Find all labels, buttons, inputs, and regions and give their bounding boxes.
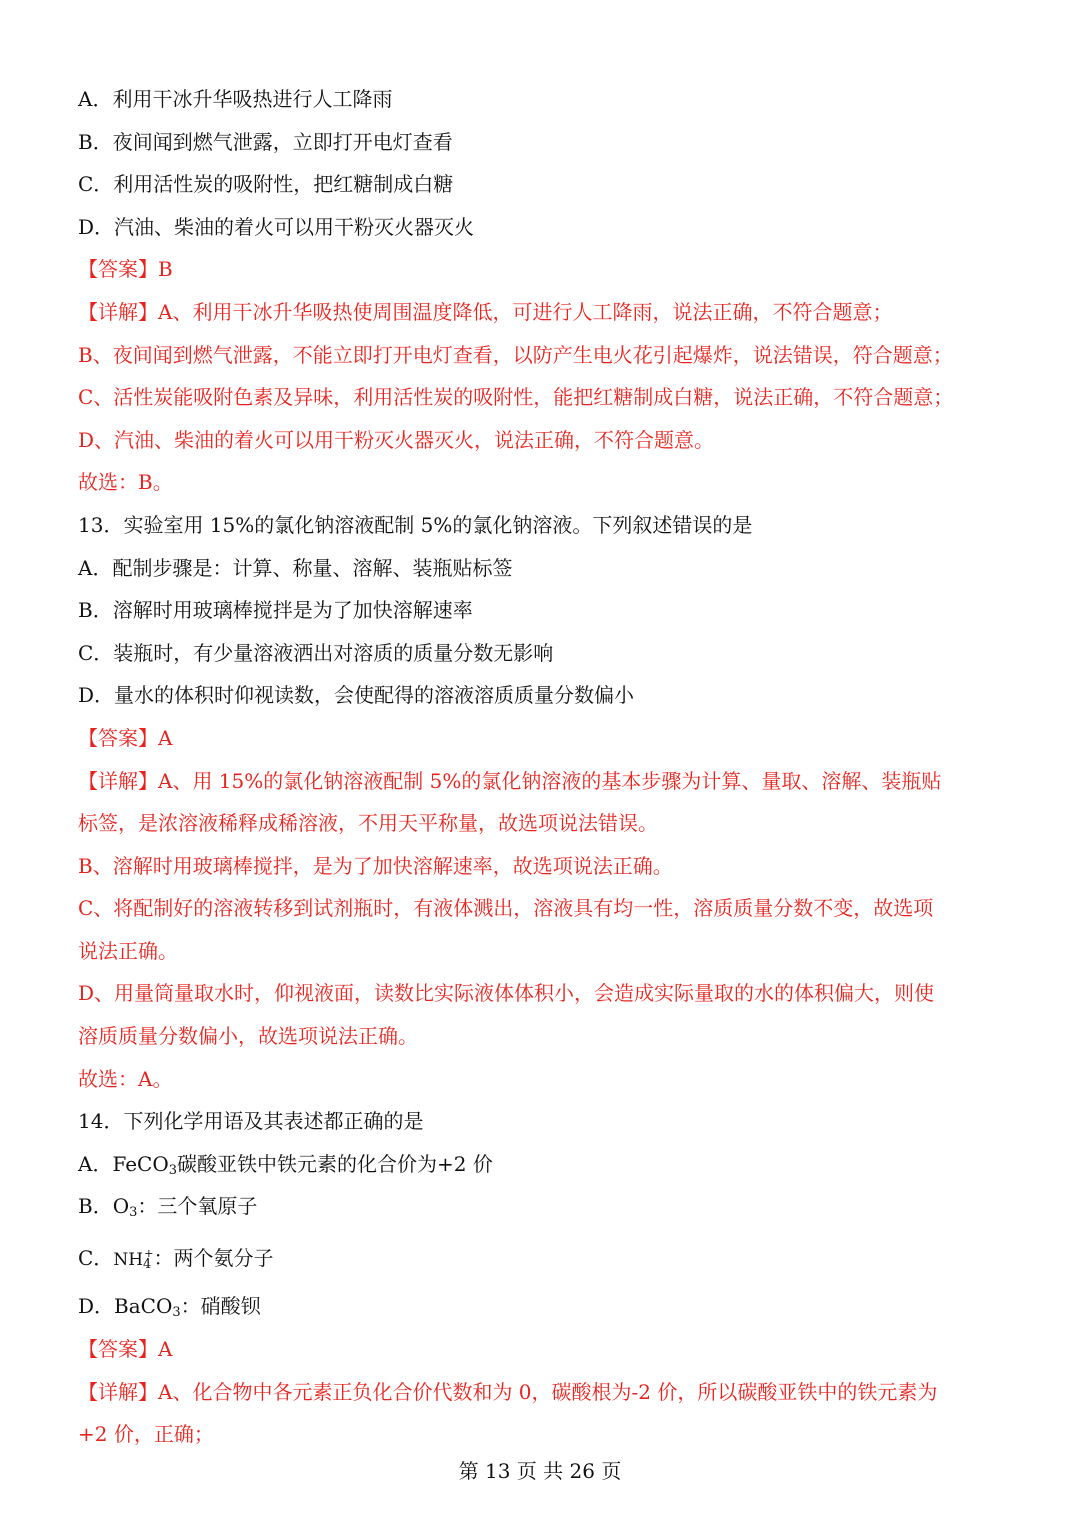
answer-tag: 【答案】 xyxy=(78,725,158,750)
q14-option-d: D．BaCO$_3$：硝酸钡 xyxy=(78,1294,261,1321)
answer-value: A xyxy=(158,725,173,750)
q13-explanation-a: 【详解】A、用 15%的氯化钠溶液配制 5%的氯化钠溶液的基本步骤为计算、量取、溶解、装瓶贴 xyxy=(78,768,942,793)
q13-option-b: B．溶解时用玻璃棒搅拌是为了加快溶解速率 xyxy=(78,598,473,623)
q12-conclusion: 故选：B。 xyxy=(78,470,173,495)
page-footer: 第 13 页 共 26 页 xyxy=(458,1459,622,1483)
q12-option-d: D．汽油、柴油的着火可以用干粉灭火器灭火 xyxy=(78,214,475,239)
q12-explanation-b: B、夜间闻到燃气泄露，不能立即打开电灯查看，以防产生电火花引起爆炸，说法错误，符合题意； xyxy=(78,342,953,367)
q14-option-a: A．FeCO$_3$碳酸亚铁中铁元素的化合价为+2 价 xyxy=(78,1151,493,1178)
answer-value: B xyxy=(158,257,173,282)
q13-explanation-c: C、将配制好的溶液转移到试剂瓶时，有液体溅出，溶液具有均一性，溶质质量分数不变，故选项 xyxy=(78,896,934,921)
q14-explanation-a-cont: +2 价，正确； xyxy=(78,1422,214,1447)
answer-value: A xyxy=(158,1337,173,1362)
q12-explanation-c: C、活性炭能吸附色素及异味，利用活性炭的吸附性，能把红糖制成白糖，说法正确，不符合题意； xyxy=(78,385,954,410)
q14-stem: 14．下列化学用语及其表述都正确的是 xyxy=(78,1109,424,1134)
answer-tag: 【答案】 xyxy=(78,1337,158,1362)
q12-option-c: C．利用活性炭的吸附性，把红糖制成白糖 xyxy=(78,172,454,197)
q14-answer xyxy=(78,1328,1008,1371)
detail-tag: 【详解】 xyxy=(78,299,158,324)
q13-option-d: D．量水的体积时仰视读数，会使配得的溶液溶质质量分数偏小 xyxy=(78,683,635,708)
q14-explanation-a: 【详解】A、化合物中各元素正负化合价代数和为 0，碳酸根为-2 价，所以碳酸亚铁中的铁元素为 xyxy=(78,1379,938,1404)
q13-option-a: A．配制步骤是：计算、称量、溶解、装瓶贴标签 xyxy=(78,555,513,580)
q14-option-b: B．$O_3$：三个氧原子 xyxy=(78,1194,258,1221)
q12-explanation-a: 【详解】A、利用干冰升华吸热使周围温度降低，可进行人工降雨，说法正确，不符合题意； xyxy=(78,299,893,324)
q13-stem: 13．实验室用 15%的氯化钠溶液配制 5%的氯化钠溶液。下列叙述错误的是 xyxy=(78,512,753,537)
detail-tag: 【详解】 xyxy=(78,1379,158,1404)
q13-conclusion: 故选：A。 xyxy=(78,1066,173,1091)
answer-tag: 【答案】 xyxy=(78,257,158,282)
q13-explanation-d: D、用量筒量取水时，仰视液面，读数比实际液体体积小，会造成实际量取的水的体积偏大，则使 xyxy=(78,981,935,1006)
q13-explanation-d-cont: 溶质质量分数偏小，故选项说法正确。 xyxy=(78,1024,418,1049)
q12-option-a: A．利用干冰升华吸热进行人工降雨 xyxy=(78,87,393,111)
q13-option-c: C．装瓶时，有少量溶液洒出对溶质的质量分数无影响 xyxy=(78,640,554,665)
q12-answer xyxy=(78,248,1008,291)
q13-explanation-a-cont: 标签，是浓溶液稀释成稀溶液，不用天平称量，故选项说法错误。 xyxy=(78,811,658,836)
q13-explanation-b: B、溶解时用玻璃棒搅拌，是为了加快溶解速率，故选项说法正确。 xyxy=(78,853,673,878)
q13-explanation-c-cont: 说法正确。 xyxy=(78,938,178,963)
q13-answer xyxy=(78,717,1008,760)
detail-tag: 【详解】 xyxy=(78,768,158,793)
q12-option-b: B．夜间闻到燃气泄露，立即打开电灯查看 xyxy=(78,129,453,154)
q14-option-c: C．$NH_4^+$：两个氨分子 xyxy=(78,1246,274,1273)
q12-explanation-d: D、汽油、柴油的着火可以用干粉灭火器灭火，说法正确，不符合题意。 xyxy=(78,427,715,452)
document-page xyxy=(78,78,1008,1456)
